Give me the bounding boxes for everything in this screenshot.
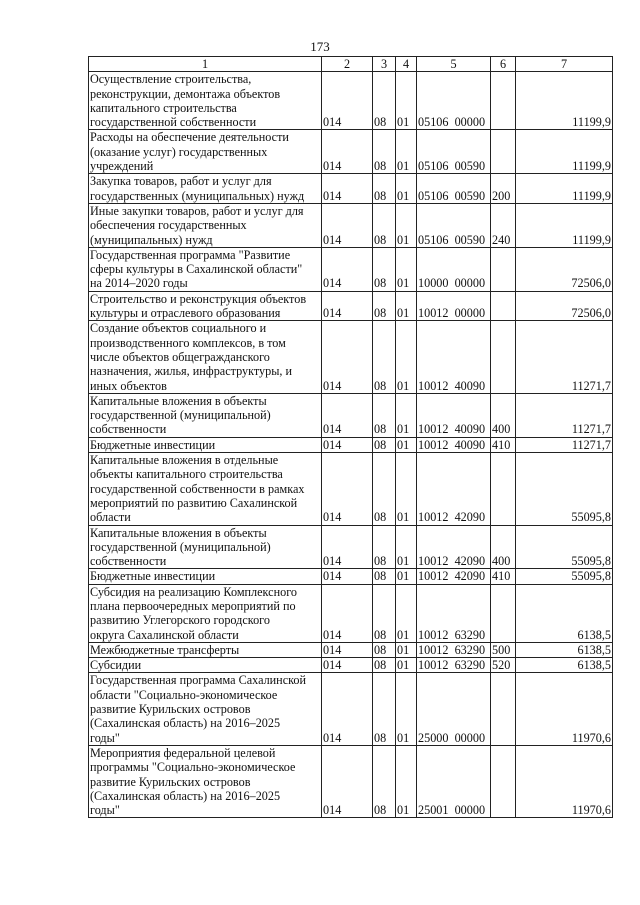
row-admin-code: 014 bbox=[322, 642, 373, 657]
row-expense-type bbox=[491, 72, 516, 130]
row-target-article: 10012 42090 bbox=[417, 569, 491, 584]
row-admin-code: 014 bbox=[322, 72, 373, 130]
row-expense-type: 520 bbox=[491, 658, 516, 673]
row-name: Государственная программа "Развитие сферы культуры в Сахалинской области" на 2014–2020 годы bbox=[89, 247, 322, 291]
row-expense-type: 500 bbox=[491, 642, 516, 657]
header-col-6: 6 bbox=[491, 57, 516, 72]
row-amount: 11271,7 bbox=[516, 393, 613, 437]
row-admin-code: 014 bbox=[322, 247, 373, 291]
row-section: 08 bbox=[373, 453, 396, 525]
row-section: 08 bbox=[373, 203, 396, 247]
header-col-2: 2 bbox=[322, 57, 373, 72]
row-expense-type bbox=[491, 291, 516, 321]
table-row bbox=[89, 247, 613, 291]
row-amount: 6138,5 bbox=[516, 658, 613, 673]
table-row bbox=[89, 673, 613, 745]
row-name: Иные закупки товаров, работ и услуг для обеспечения государственных (муниципальных) нужд bbox=[89, 203, 322, 247]
header-col-4: 4 bbox=[396, 57, 417, 72]
row-amount: 11199,9 bbox=[516, 203, 613, 247]
row-admin-code: 014 bbox=[322, 569, 373, 584]
row-admin-code: 014 bbox=[322, 130, 373, 174]
row-section: 08 bbox=[373, 658, 396, 673]
row-amount: 6138,5 bbox=[516, 584, 613, 642]
row-amount: 11199,9 bbox=[516, 130, 613, 174]
row-amount: 55095,8 bbox=[516, 525, 613, 569]
row-section: 08 bbox=[373, 321, 396, 393]
row-target-article: 25000 00000 bbox=[417, 673, 491, 745]
row-subsection: 01 bbox=[396, 745, 417, 817]
row-expense-type: 410 bbox=[491, 569, 516, 584]
row-target-article: 10012 40090 bbox=[417, 321, 491, 393]
row-target-article: 10012 40090 bbox=[417, 393, 491, 437]
row-name: Капитальные вложения в объекты государственной (муниципальной) собственности bbox=[89, 525, 322, 569]
row-expense-type: 200 bbox=[491, 174, 516, 204]
row-name: Расходы на обеспечение деятельности (оказание услуг) государственных учреждений bbox=[89, 130, 322, 174]
row-name: Закупка товаров, работ и услуг для государственных (муниципальных) нужд bbox=[89, 174, 322, 204]
row-admin-code: 014 bbox=[322, 453, 373, 525]
row-subsection: 01 bbox=[396, 437, 417, 452]
row-target-article: 25001 00000 bbox=[417, 745, 491, 817]
row-name: Государственная программа Сахалинской области "Социально-экономическое развитие Курильских островов (Сахалинская область) на 2016–2025 годы" bbox=[89, 673, 322, 745]
row-amount: 11970,6 bbox=[516, 745, 613, 817]
row-amount: 72506,0 bbox=[516, 291, 613, 321]
row-section: 08 bbox=[373, 569, 396, 584]
row-expense-type bbox=[491, 745, 516, 817]
row-expense-type bbox=[491, 130, 516, 174]
row-target-article: 10012 63290 bbox=[417, 658, 491, 673]
row-subsection: 01 bbox=[396, 247, 417, 291]
row-subsection: 01 bbox=[396, 393, 417, 437]
row-target-article: 10012 42090 bbox=[417, 525, 491, 569]
row-target-article: 10012 00000 bbox=[417, 291, 491, 321]
row-amount: 6138,5 bbox=[516, 642, 613, 657]
row-subsection: 01 bbox=[396, 72, 417, 130]
row-target-article: 10012 63290 bbox=[417, 584, 491, 642]
row-subsection: 01 bbox=[396, 453, 417, 525]
row-subsection: 01 bbox=[396, 321, 417, 393]
row-amount: 55095,8 bbox=[516, 569, 613, 584]
row-admin-code: 014 bbox=[322, 673, 373, 745]
row-admin-code: 014 bbox=[322, 745, 373, 817]
table-row bbox=[89, 130, 613, 174]
row-amount: 11271,7 bbox=[516, 437, 613, 452]
table-row bbox=[89, 525, 613, 569]
row-admin-code: 014 bbox=[322, 393, 373, 437]
row-target-article: 10012 42090 bbox=[417, 453, 491, 525]
row-target-article: 10000 00000 bbox=[417, 247, 491, 291]
row-name: Субсидии bbox=[89, 658, 322, 673]
table-row bbox=[89, 642, 613, 657]
row-name: Капитальные вложения в объекты государственной (муниципальной) собственности bbox=[89, 393, 322, 437]
row-expense-type bbox=[491, 673, 516, 745]
table-row bbox=[89, 437, 613, 452]
row-section: 08 bbox=[373, 584, 396, 642]
row-subsection: 01 bbox=[396, 174, 417, 204]
header-row bbox=[89, 57, 613, 72]
row-expense-type: 240 bbox=[491, 203, 516, 247]
header-col-5: 5 bbox=[417, 57, 491, 72]
row-section: 08 bbox=[373, 174, 396, 204]
row-amount: 11199,9 bbox=[516, 174, 613, 204]
row-name: Капитальные вложения в отдельные объекты капитального строительства государственной собственности в рамках мероприятий по развитию Сахалинской области bbox=[89, 453, 322, 525]
row-admin-code: 014 bbox=[322, 658, 373, 673]
row-section: 08 bbox=[373, 673, 396, 745]
header-col-7: 7 bbox=[516, 57, 613, 72]
row-section: 08 bbox=[373, 745, 396, 817]
row-target-article: 10012 63290 bbox=[417, 642, 491, 657]
table-row bbox=[89, 658, 613, 673]
row-subsection: 01 bbox=[396, 130, 417, 174]
row-section: 08 bbox=[373, 130, 396, 174]
table-row bbox=[89, 321, 613, 393]
row-target-article: 10012 40090 bbox=[417, 437, 491, 452]
row-name: Мероприятия федеральной целевой программы "Социально-экономическое развитие Курильских островов (Сахалинская область) на 2016–2025 годы" bbox=[89, 745, 322, 817]
row-expense-type bbox=[491, 453, 516, 525]
row-expense-type bbox=[491, 247, 516, 291]
row-name: Создание объектов социального и производственного комплексов, в том числе объектов общегражданского назначения, жилья, инфраструктуры, и иных объектов bbox=[89, 321, 322, 393]
row-name: Строительство и реконструкция объектов культуры и отраслевого образования bbox=[89, 291, 322, 321]
row-expense-type bbox=[491, 584, 516, 642]
row-section: 08 bbox=[373, 291, 396, 321]
table-row bbox=[89, 203, 613, 247]
table-row bbox=[89, 745, 613, 817]
row-admin-code: 014 bbox=[322, 437, 373, 452]
row-admin-code: 014 bbox=[322, 203, 373, 247]
row-amount: 11970,6 bbox=[516, 673, 613, 745]
row-target-article: 05106 00590 bbox=[417, 130, 491, 174]
table-row bbox=[89, 453, 613, 525]
table-row bbox=[89, 291, 613, 321]
row-section: 08 bbox=[373, 72, 396, 130]
row-admin-code: 014 bbox=[322, 174, 373, 204]
row-admin-code: 014 bbox=[322, 321, 373, 393]
row-section: 08 bbox=[373, 437, 396, 452]
table-row bbox=[89, 174, 613, 204]
row-subsection: 01 bbox=[396, 584, 417, 642]
row-name: Субсидия на реализацию Комплексного плана первоочередных мероприятий по развитию Углегорского городского округа Сахалинской области bbox=[89, 584, 322, 642]
row-subsection: 01 bbox=[396, 642, 417, 657]
row-target-article: 05106 00590 bbox=[417, 203, 491, 247]
row-name: Осуществление строительства, реконструкции, демонтажа объектов капитального строительства государственной собственности bbox=[89, 72, 322, 130]
row-subsection: 01 bbox=[396, 658, 417, 673]
row-target-article: 05106 00000 bbox=[417, 72, 491, 130]
row-section: 08 bbox=[373, 247, 396, 291]
row-expense-type: 410 bbox=[491, 437, 516, 452]
budget-table bbox=[88, 56, 613, 818]
row-name: Бюджетные инвестиции bbox=[89, 437, 322, 452]
table-row bbox=[89, 569, 613, 584]
row-subsection: 01 bbox=[396, 673, 417, 745]
row-admin-code: 014 bbox=[322, 584, 373, 642]
row-amount: 11199,9 bbox=[516, 72, 613, 130]
header-col-3: 3 bbox=[373, 57, 396, 72]
row-expense-type: 400 bbox=[491, 393, 516, 437]
table-body bbox=[89, 72, 613, 818]
row-subsection: 01 bbox=[396, 291, 417, 321]
row-admin-code: 014 bbox=[322, 291, 373, 321]
row-amount: 11271,7 bbox=[516, 321, 613, 393]
row-section: 08 bbox=[373, 642, 396, 657]
row-name: Бюджетные инвестиции bbox=[89, 569, 322, 584]
table-row bbox=[89, 584, 613, 642]
row-expense-type: 400 bbox=[491, 525, 516, 569]
table-row bbox=[89, 72, 613, 130]
page-number: 173 bbox=[310, 39, 330, 54]
row-subsection: 01 bbox=[396, 525, 417, 569]
row-subsection: 01 bbox=[396, 569, 417, 584]
row-amount: 72506,0 bbox=[516, 247, 613, 291]
row-target-article: 05106 00590 bbox=[417, 174, 491, 204]
row-section: 08 bbox=[373, 525, 396, 569]
row-section: 08 bbox=[373, 393, 396, 437]
row-name: Межбюджетные трансферты bbox=[89, 642, 322, 657]
table-row bbox=[89, 393, 613, 437]
header-col-1: 1 bbox=[89, 57, 322, 72]
row-expense-type bbox=[491, 321, 516, 393]
row-amount: 55095,8 bbox=[516, 453, 613, 525]
row-admin-code: 014 bbox=[322, 525, 373, 569]
row-subsection: 01 bbox=[396, 203, 417, 247]
